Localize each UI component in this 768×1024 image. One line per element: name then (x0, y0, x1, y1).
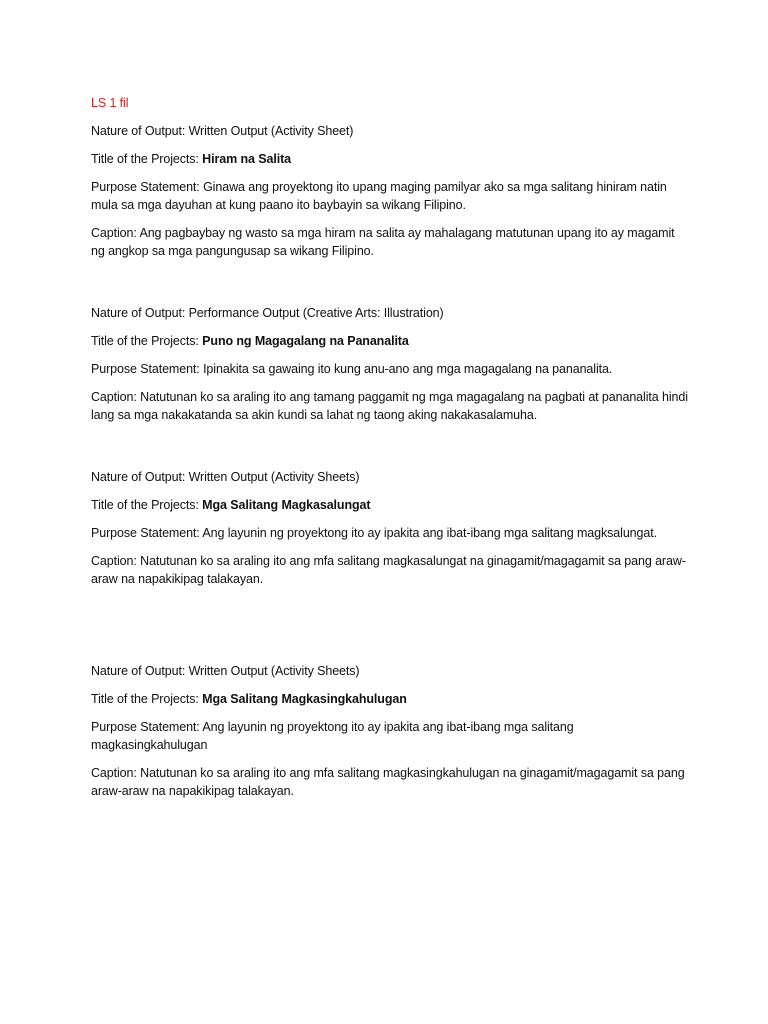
document-code-heading: LS 1 fil (91, 96, 129, 110)
purpose-value: Ang layunin ng proyektong ito ay ipakita ang ibat-ibang mga salitang magkasingkahulugan (91, 720, 574, 752)
caption-line (91, 388, 691, 424)
nature-of-output-line (91, 304, 691, 322)
caption-label: Caption: (91, 766, 141, 780)
purpose-value: Ang layunin ng proyektong ito ay ipakita ang ibat-ibang mga salitang magksalungat. (202, 526, 657, 540)
caption-line (91, 224, 691, 260)
purpose-label: Purpose Statement: (91, 720, 203, 734)
nature-label: Nature of Output: (91, 124, 189, 138)
project-section-4 (91, 662, 691, 810)
title-label: Title of the Projects: (91, 498, 203, 512)
caption-label: Caption: (91, 390, 141, 404)
project-title-value: Puno ng Magagalang na Pananalita (202, 334, 409, 348)
caption-label: Caption: (91, 226, 140, 240)
project-title-line (91, 690, 691, 708)
nature-of-output-line (91, 468, 691, 486)
caption-value: Ang pagbaybay ng wasto sa mga hiram na salita ay mahalagang matutunan upang ito ay magamit ng angkop sa mga pangungusap sa wikang Filipino. (91, 226, 675, 258)
purpose-statement-line (91, 524, 691, 542)
purpose-label: Purpose Statement: (91, 526, 203, 540)
title-label: Title of the Projects: (91, 692, 203, 706)
nature-label: Nature of Output: (91, 664, 189, 678)
caption-value: Natutunan ko sa araling ito ang mfa salitang magkasalungat na ginagamit/magagamit sa pang araw-araw na napakikipag talakayan. (91, 554, 686, 586)
project-section-1 (91, 122, 691, 270)
project-title-value: Mga Salitang Magkasingkahulugan (202, 692, 407, 706)
caption-label: Caption: (91, 554, 141, 568)
nature-value: Written Output (Activity Sheets) (188, 664, 360, 678)
nature-value: Performance Output (Creative Arts: Illustration) (188, 306, 444, 320)
project-title-line (91, 150, 691, 168)
caption-line (91, 764, 691, 800)
title-label: Title of the Projects: (91, 334, 203, 348)
caption-value: Natutunan ko sa araling ito ang mfa salitang magkasingkahulugan na ginagamit/magagamit sa pang araw-araw na napakikipag talakayan. (91, 766, 685, 798)
project-title-line (91, 332, 691, 350)
purpose-statement-line (91, 718, 691, 754)
project-title-line (91, 496, 691, 514)
project-section-2 (91, 304, 691, 434)
purpose-statement-line (91, 360, 691, 378)
title-label: Title of the Projects: (91, 152, 203, 166)
nature-of-output-line (91, 662, 691, 680)
purpose-label: Purpose Statement: (91, 180, 204, 194)
project-section-3 (91, 468, 691, 598)
purpose-value: Ginawa ang proyektong ito upang maging pamilyar ako sa mga salitang hiniram natin mula sa mga dayuhan at kung paano ito baybayin sa wikang Filipino. (91, 180, 667, 212)
project-title-value: Mga Salitang Magkasalungat (202, 498, 371, 512)
nature-value: Written Output (Activity Sheets) (188, 470, 360, 484)
purpose-value: Ipinakita sa gawaing ito kung anu-ano ang mga magagalang na pananalita. (203, 362, 613, 376)
purpose-label: Purpose Statement: (91, 362, 204, 376)
document-page (91, 94, 691, 798)
purpose-statement-line (91, 178, 691, 214)
nature-label: Nature of Output: (91, 306, 189, 320)
caption-line (91, 552, 691, 588)
project-title-value: Hiram na Salita (202, 152, 291, 166)
caption-value: Natutunan ko sa araling ito ang tamang paggamit ng mga magagalang na pagbati at pananalita hindi lang sa mga nakakatanda sa akin kundi sa lahat ng taong aking nakakasalamuha. (91, 390, 688, 422)
nature-label: Nature of Output: (91, 470, 189, 484)
nature-value: Written Output (Activity Sheet) (188, 124, 354, 138)
nature-of-output-line (91, 122, 691, 140)
